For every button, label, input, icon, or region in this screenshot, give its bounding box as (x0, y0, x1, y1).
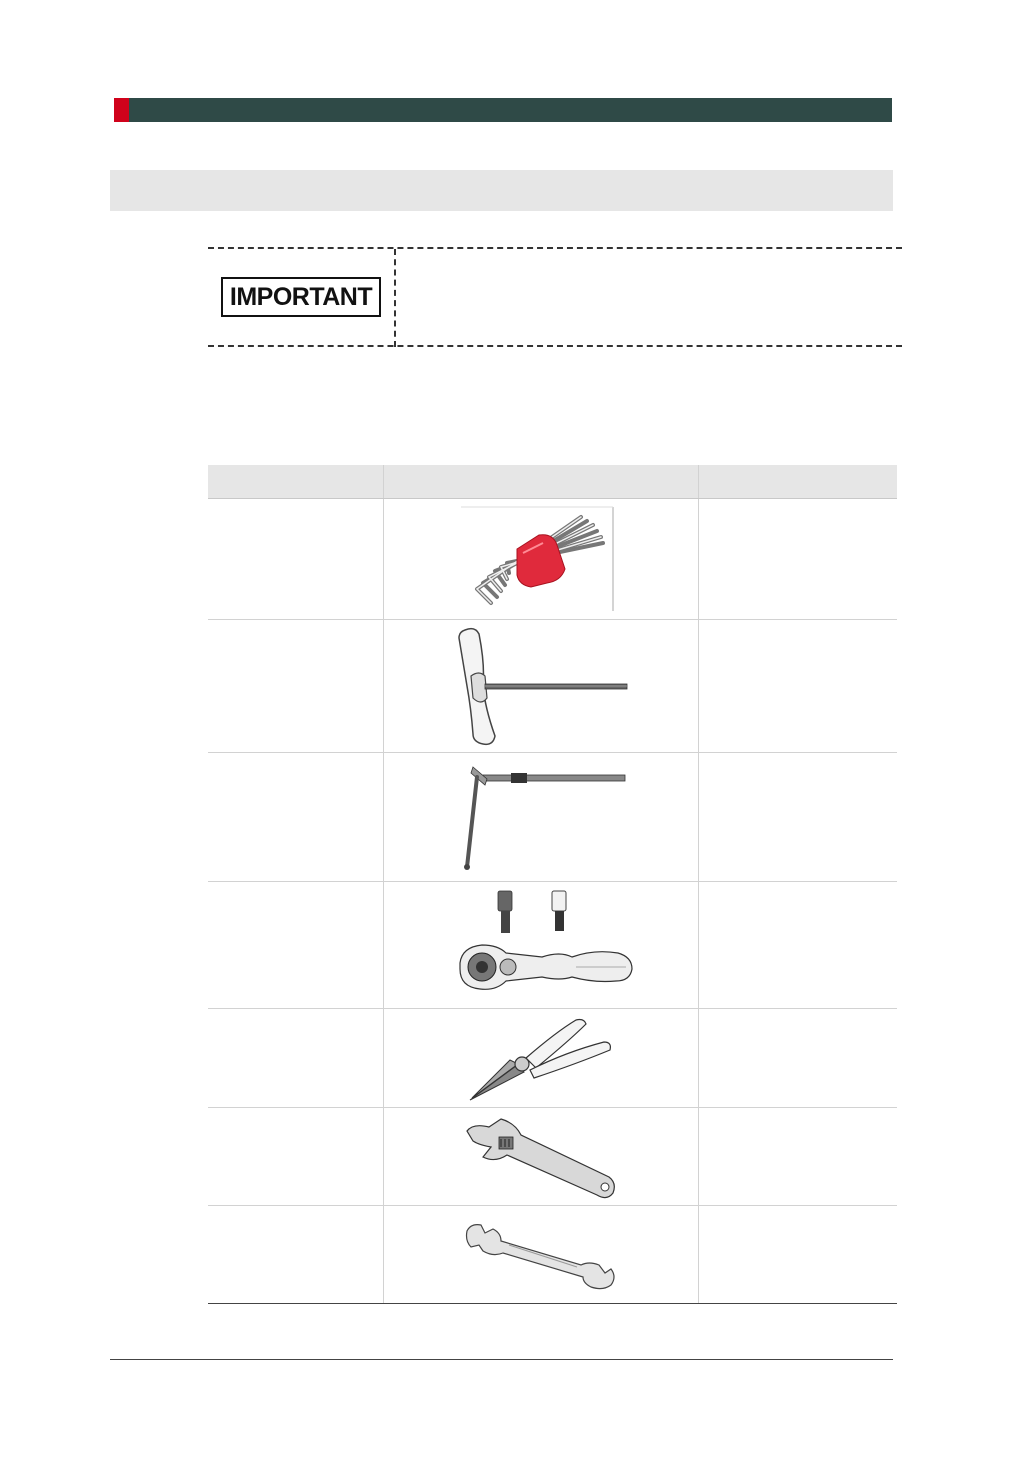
tool-name-cell (208, 1206, 383, 1304)
ratchet-and-sockets-icon (446, 887, 636, 1003)
t-handle-hex-wrench-icon (451, 624, 631, 748)
needle-nose-pliers-icon (466, 1012, 616, 1104)
tool-image-cell (383, 882, 698, 1009)
tool-note-cell (698, 499, 897, 620)
tool-name-cell (208, 499, 383, 620)
header-tool-name (208, 465, 383, 499)
tool-note-cell (698, 753, 897, 882)
tool-image-cell (383, 620, 698, 753)
table-row (208, 1009, 897, 1108)
tool-name-cell (208, 882, 383, 1009)
table-header-row (208, 465, 897, 499)
tool-note-cell (698, 1009, 897, 1108)
notice-divider (394, 249, 396, 347)
section-title-band (110, 170, 893, 211)
table-row (208, 499, 897, 620)
tool-name-cell (208, 1009, 383, 1108)
tool-name-cell (208, 753, 383, 882)
table-row (208, 1206, 897, 1304)
important-notice (208, 247, 902, 347)
header-tool-image (383, 465, 698, 499)
adjustable-wrench-icon (461, 1113, 621, 1201)
table-row (208, 620, 897, 753)
tool-note-cell (698, 882, 897, 1009)
tool-image-cell (383, 499, 698, 620)
tool-note-cell (698, 1108, 897, 1206)
tool-image-cell (383, 1009, 698, 1108)
tool-image-cell (383, 753, 698, 882)
tool-name-cell (208, 1108, 383, 1206)
table-row (208, 1108, 897, 1206)
tools-table (208, 465, 897, 1304)
tool-image-cell (383, 1206, 698, 1304)
l-hex-torque-wrench-icon (451, 757, 631, 877)
table-row (208, 753, 897, 882)
tool-name-cell (208, 620, 383, 753)
chapter-header-accent (114, 98, 129, 122)
tool-image-cell (383, 1108, 698, 1206)
open-end-wrench-icon (461, 1217, 621, 1293)
important-badge: IMPORTANT (221, 277, 381, 317)
footer-rule (110, 1359, 893, 1360)
tool-note-cell (698, 1206, 897, 1304)
tool-note-cell (698, 620, 897, 753)
header-tool-note (698, 465, 897, 499)
table-row (208, 882, 897, 1009)
hex-key-set-icon (461, 505, 621, 613)
chapter-header-bar (114, 98, 892, 122)
